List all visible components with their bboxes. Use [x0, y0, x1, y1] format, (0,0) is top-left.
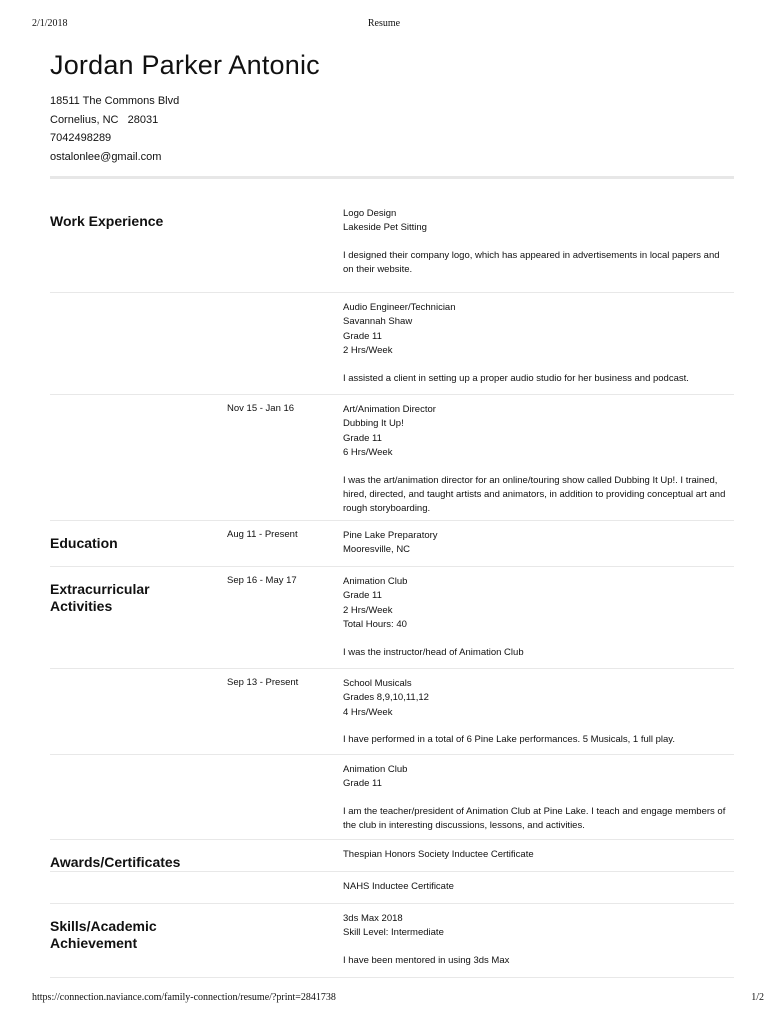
entry-line: NAHS Inductee Certificate [343, 881, 454, 892]
section-heading: Education [50, 535, 118, 551]
entry-line: Total Hours: 40 [343, 619, 407, 631]
entry-gap [343, 633, 731, 646]
entry-details [343, 207, 731, 278]
entry-line: Skill Level: Intermediate [343, 927, 444, 939]
section-heading: Skills/Academic Achievement [50, 918, 157, 951]
resume-entry [50, 840, 734, 872]
contact-block [50, 92, 179, 167]
entry-details [343, 912, 731, 968]
resume-entry [50, 521, 734, 567]
entry-description: I designed their company logo, which has appeared in advertisements in local papers and on their website. [343, 249, 720, 276]
entry-details [343, 301, 731, 386]
entry-line: Dubbing It Up! [343, 418, 404, 430]
entry-date: Sep 13 - Present [227, 677, 299, 688]
entry-description: I have been mentored in using 3ds Max [343, 954, 510, 966]
entry-line: Grade 11 [343, 330, 382, 342]
resume-entry [50, 904, 734, 978]
entry-line: Thespian Honors Society Inductee Certificate [343, 849, 534, 860]
entry-line: Pine Lake Preparatory [343, 530, 438, 541]
contact-street: 18511 The Commons Blvd [50, 95, 180, 107]
entry-line: Grade 11 [343, 590, 382, 602]
entry-line: School Musicals [343, 678, 412, 689]
entry-line: Animation Club [343, 576, 408, 587]
entry-date: Sep 16 - May 17 [227, 575, 297, 586]
resume-entry [50, 199, 734, 293]
entry-line: 2 Hrs/Week [343, 345, 393, 357]
entry-line: Grade 11 [343, 778, 382, 790]
contact-city: Cornelius, NC 28031 [50, 113, 159, 126]
entry-line: Lakeside Pet Sitting [343, 222, 427, 234]
entry-gap [343, 359, 731, 372]
entry-gap [343, 236, 731, 249]
section-heading: Work Experience [50, 213, 164, 229]
print-footer-url: https://connection.naviance.com/family-connection/resume/?print=2841738 [32, 992, 336, 1003]
entry-line: Grade 11 [343, 432, 382, 444]
entry-line: 2 Hrs/Week [343, 604, 393, 616]
entry-line: 6 Hrs/Week [343, 447, 393, 459]
print-header-date: 2/1/2018 [32, 18, 68, 29]
entry-line: Grades 8,9,10,11,12 [343, 692, 429, 704]
entry-line: Animation Club [343, 764, 408, 775]
entry-date: Aug 11 - Present [227, 529, 298, 540]
section-heading: Awards/Certificates [50, 854, 181, 870]
resume-name: Jordan Parker Antonic [50, 50, 320, 80]
entry-line: Savannah Shaw [343, 316, 413, 328]
resume-entry [50, 872, 734, 904]
entry-line: Mooresville, NC [343, 544, 411, 556]
entry-description: I was the art/animation director for an online/touring show called Dubbing It Up!. I trained, hired, directed, and taught artists and animators, in addition to providing conceptual art and rough storyboarding. [343, 474, 726, 515]
entry-gap [343, 941, 731, 954]
entry-details [343, 677, 731, 748]
entry-details [343, 763, 731, 834]
resume-entry [50, 293, 734, 395]
entry-line: 4 Hrs/Week [343, 706, 393, 718]
contact-phone: 7042498289 [50, 132, 112, 145]
entry-description: I assisted a client in setting up a proper audio studio for her business and podcast. [343, 372, 689, 384]
entry-details [343, 529, 731, 558]
entry-description: I have performed in a total of 6 Pine Lake performances. 5 Musicals, 1 full play. [343, 734, 675, 746]
entry-description: I was the instructor/head of Animation Club [343, 646, 524, 658]
entry-line: Logo Design [343, 208, 397, 219]
entry-date: Nov 15 - Jan 16 [227, 403, 295, 414]
entry-details [343, 403, 731, 517]
entry-gap [343, 461, 731, 474]
entry-description: I am the teacher/president of Animation Club at Pine Lake. I teach and engage members of the club in interesting discussions, lessons, and activities. [343, 805, 726, 832]
contact-email: ostalonlee@gmail.com [50, 151, 162, 164]
resume-rows [50, 199, 734, 978]
entry-gap [343, 720, 731, 733]
entry-gap [343, 792, 731, 805]
header-divider [50, 176, 734, 179]
print-footer-page: 1/2 [751, 992, 764, 1003]
resume-entry [50, 755, 734, 840]
entry-line: 3ds Max 2018 [343, 913, 403, 924]
entry-details [343, 575, 731, 660]
section-heading: Extracurricular Activities [50, 581, 150, 614]
resume-entry [50, 395, 734, 521]
resume-entry [50, 669, 734, 755]
entry-line: Art/Animation Director [343, 404, 436, 415]
entry-details [343, 848, 731, 862]
print-header-title: Resume [367, 18, 401, 29]
entry-line: Audio Engineer/Technician [343, 302, 456, 313]
entry-details [343, 880, 731, 894]
resume-entry [50, 567, 734, 669]
